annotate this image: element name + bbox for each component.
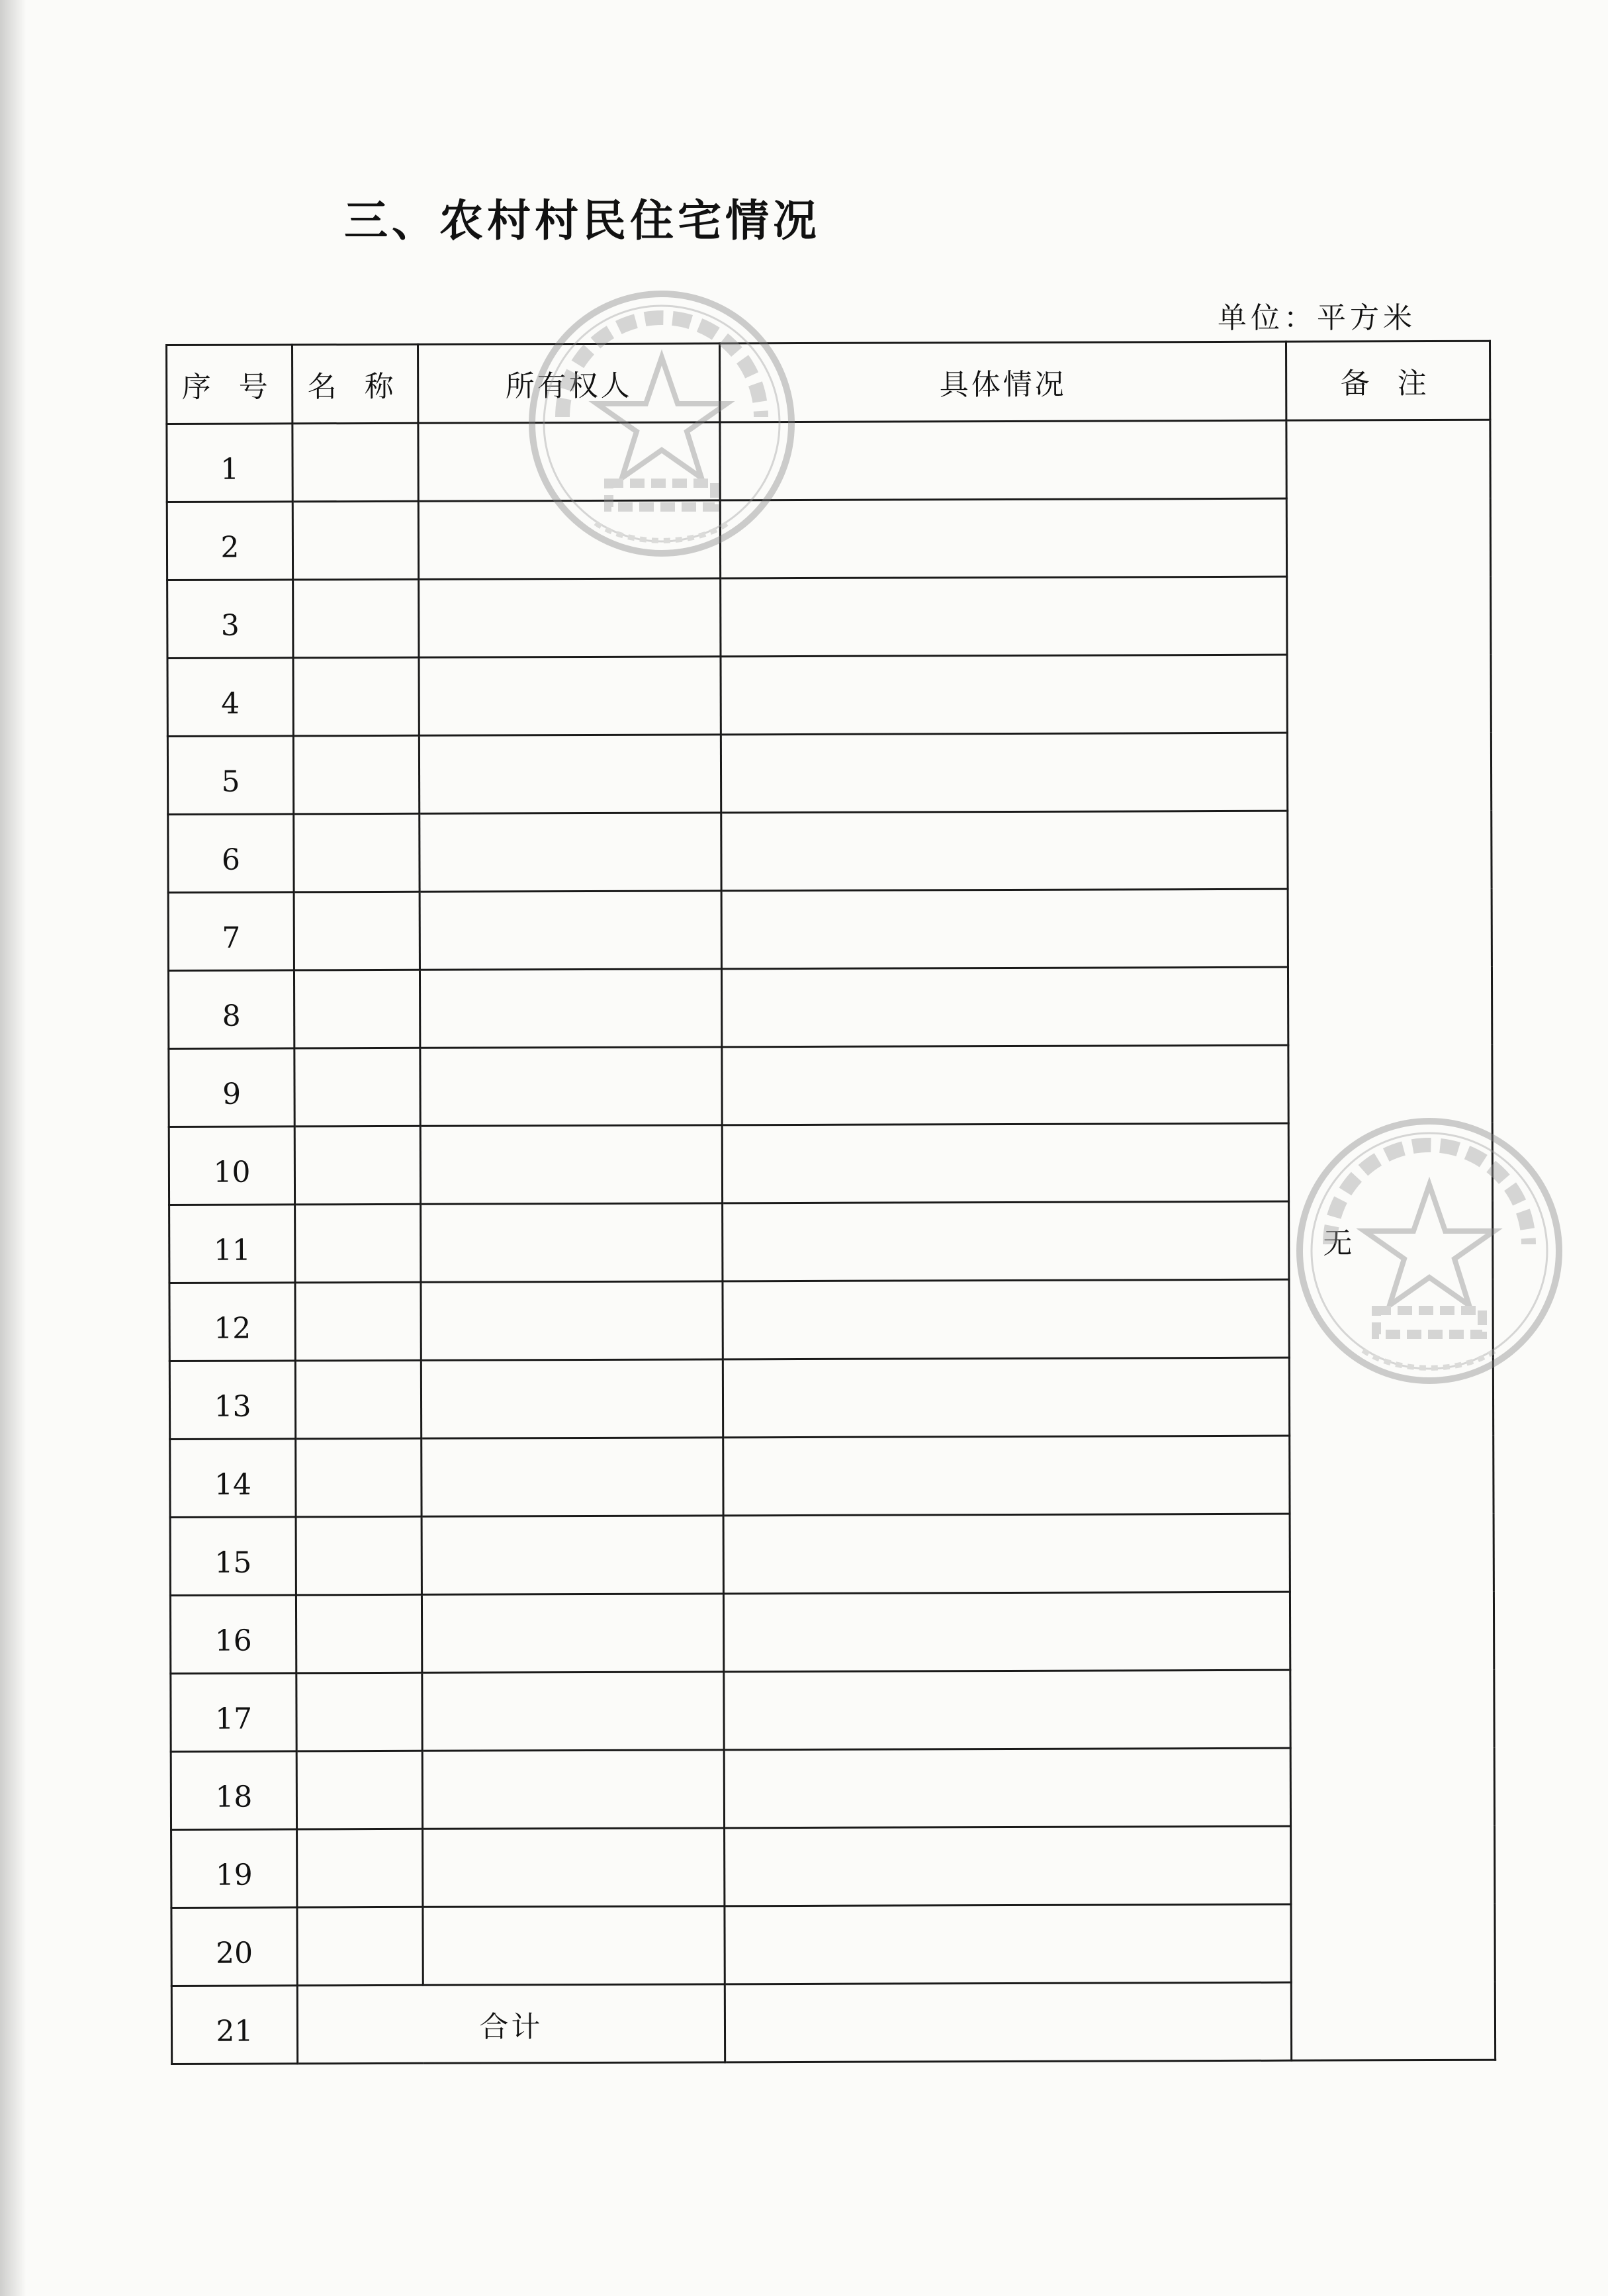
header-remark: 备 注 [1286, 341, 1490, 420]
owner-cell [420, 969, 721, 1048]
details-cell [721, 811, 1288, 891]
row-index: 8 [168, 970, 294, 1049]
name-cell [293, 579, 419, 658]
row-index: 1 [167, 424, 292, 502]
header-index: 序 号 [167, 345, 292, 424]
owner-cell [419, 735, 721, 813]
owner-cell [420, 813, 721, 892]
name-cell [295, 1282, 421, 1361]
owner-cell [421, 1203, 723, 1282]
total-label: 合计 [297, 1984, 725, 2064]
name-cell [293, 657, 419, 736]
row-index: 10 [169, 1126, 294, 1205]
details-cell [723, 1514, 1290, 1594]
owner-cell [422, 1672, 724, 1751]
owner-cell [422, 1750, 724, 1829]
name-cell [294, 1126, 420, 1205]
details-cell [722, 1045, 1288, 1125]
name-cell [294, 813, 420, 892]
remark-cell: 无 [1286, 420, 1496, 2060]
row-index: 18 [171, 1751, 296, 1830]
details-cell [723, 1201, 1289, 1281]
row-index: 15 [170, 1517, 296, 1596]
owner-cell [419, 578, 721, 657]
owner-cell [423, 1906, 725, 1985]
unit-label: 单位：平方米 [1218, 301, 1416, 335]
name-cell [295, 1360, 421, 1439]
name-cell [296, 1673, 422, 1751]
details-cell [723, 1357, 1289, 1438]
details-cell [720, 498, 1286, 578]
details-cell [723, 1592, 1290, 1672]
owner-cell [418, 422, 720, 501]
name-cell [296, 1438, 422, 1517]
details-cell [722, 1123, 1288, 1203]
total-details-cell [725, 1982, 1291, 2062]
row-index: 19 [171, 1829, 297, 1908]
total-row-index: 21 [171, 1986, 297, 2064]
row-index: 2 [167, 502, 292, 580]
table-row [167, 420, 1490, 502]
name-cell [297, 1829, 423, 1907]
row-index: 6 [168, 814, 294, 893]
row-index: 5 [167, 736, 293, 815]
row-index: 17 [171, 1673, 296, 1752]
details-cell [723, 1436, 1290, 1516]
owner-cell [421, 1359, 723, 1438]
name-cell [292, 423, 418, 502]
row-index: 4 [167, 658, 293, 737]
details-cell [721, 733, 1287, 813]
name-cell [295, 1204, 421, 1283]
row-index: 11 [169, 1205, 295, 1283]
details-cell [721, 576, 1287, 657]
name-cell [296, 1751, 422, 1829]
row-index: 20 [171, 1907, 297, 1986]
housing-table [165, 340, 1496, 2065]
row-index: 3 [167, 580, 293, 659]
table-header-row [167, 341, 1490, 424]
owner-cell [422, 1594, 723, 1673]
row-index: 14 [170, 1439, 296, 1518]
details-cell [724, 1748, 1290, 1828]
name-cell [294, 892, 420, 970]
details-cell [725, 1904, 1291, 1984]
details-cell [721, 967, 1288, 1047]
details-cell [724, 1670, 1290, 1750]
name-cell [294, 1048, 420, 1126]
owner-cell [420, 1047, 722, 1126]
details-cell [721, 655, 1287, 735]
header-owner: 所有权人 [418, 344, 720, 423]
header-name: 名 称 [292, 344, 418, 424]
name-cell [297, 1907, 423, 1986]
row-index: 12 [169, 1283, 295, 1361]
details-cell [721, 889, 1288, 969]
row-index: 9 [169, 1048, 294, 1127]
name-cell [296, 1594, 422, 1673]
name-cell [296, 1516, 422, 1595]
owner-cell [420, 891, 721, 970]
owner-cell [421, 1281, 723, 1360]
name-cell [294, 970, 420, 1048]
owner-cell [419, 657, 721, 735]
scan-edge-shadow [0, 0, 26, 2296]
owner-cell [422, 1438, 723, 1516]
row-index: 16 [170, 1595, 296, 1674]
name-cell [293, 735, 419, 814]
page-title: 三、农村村民住宅情况 [344, 195, 821, 246]
name-cell [292, 501, 418, 580]
owner-cell [422, 1516, 723, 1594]
owner-cell [420, 1125, 722, 1204]
details-cell [723, 1279, 1289, 1359]
details-cell [720, 420, 1286, 500]
owner-cell [418, 500, 720, 579]
details-cell [725, 1826, 1291, 1906]
header-details: 具体情况 [720, 342, 1286, 422]
row-index: 7 [168, 892, 294, 971]
owner-cell [423, 1828, 725, 1907]
row-index: 13 [169, 1361, 295, 1440]
